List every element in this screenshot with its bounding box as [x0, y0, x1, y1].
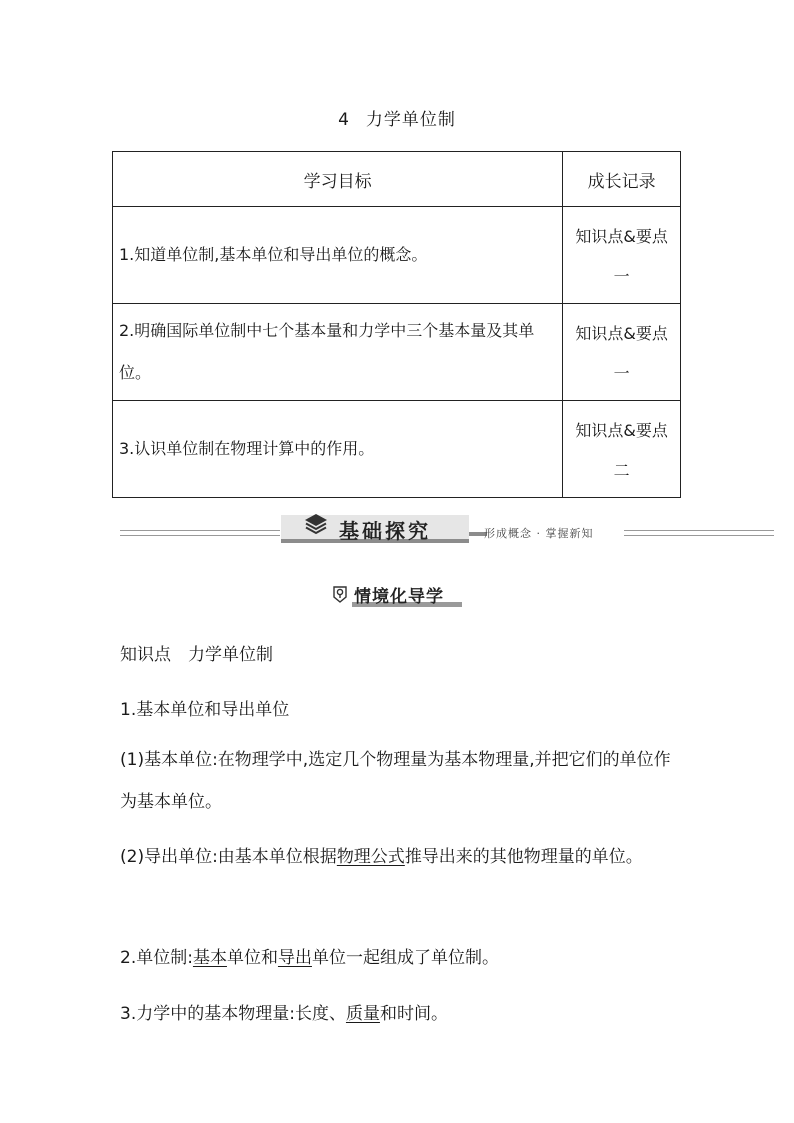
table-row [113, 304, 681, 401]
section-heading [330, 582, 464, 608]
banner-title: 基础探究 [339, 519, 431, 543]
lightbulb-icon [330, 584, 350, 604]
table-row [113, 401, 681, 498]
header-record: 成长记录 [563, 152, 681, 207]
paragraph-2: (1)基本单位:在物理学中,选定几个物理量为基本物理量,并把它们的单位作为基本单位。 [120, 750, 671, 812]
underlined-term: 导出 [277, 948, 312, 968]
record-mark: 一 [613, 364, 630, 383]
goal-cell: 3.认识单位制在物理计算中的作用。 [113, 401, 563, 498]
chapter-number: 4 [338, 110, 350, 130]
goal-cell: 2.明确国际单位制中七个基本量和力学中三个基本量及其单位。 [113, 304, 563, 401]
layers-icon [303, 511, 329, 537]
record-label: 知识点&要点 [575, 324, 668, 343]
paragraph-3: (2)导出单位:由基本单位根据物理公式推导出来的其他物理量的单位。 [120, 847, 643, 867]
record-mark: 二 [613, 461, 630, 480]
knowledge-point-heading: 知识点 力学单位制 [120, 645, 273, 665]
objectives-table [112, 151, 681, 498]
header-goal: 学习目标 [113, 152, 563, 207]
table-row [113, 207, 681, 304]
underlined-term: 基本 [192, 948, 227, 968]
section-banner [120, 511, 774, 547]
record-cell [563, 207, 681, 304]
paragraph-1: 1.基本单位和导出单位 [120, 700, 290, 720]
paragraph-5: 3.力学中的基本物理量:长度、质量和时间。 [120, 1004, 448, 1024]
underlined-term: 物理公式 [336, 847, 405, 867]
paragraph-4: 2.单位制:基本单位和导出单位一起组成了单位制。 [120, 948, 499, 968]
record-cell [563, 304, 681, 401]
banner-rule-right [624, 530, 774, 536]
goal-cell: 1.知道单位制,基本单位和导出单位的概念。 [113, 207, 563, 304]
record-mark: 一 [613, 267, 630, 286]
chapter-title: 力学单位制 [365, 110, 456, 130]
banner-subtitle: 形成概念 · 掌握新知 [484, 527, 594, 540]
section-heading-text: 情境化导学 [354, 587, 444, 607]
page-title [0, 105, 794, 130]
record-cell [563, 401, 681, 498]
record-label: 知识点&要点 [575, 227, 668, 246]
table-header-row [113, 152, 681, 207]
banner-rule-left [120, 530, 280, 536]
record-label: 知识点&要点 [575, 421, 668, 440]
underlined-term: 质量 [345, 1004, 380, 1024]
